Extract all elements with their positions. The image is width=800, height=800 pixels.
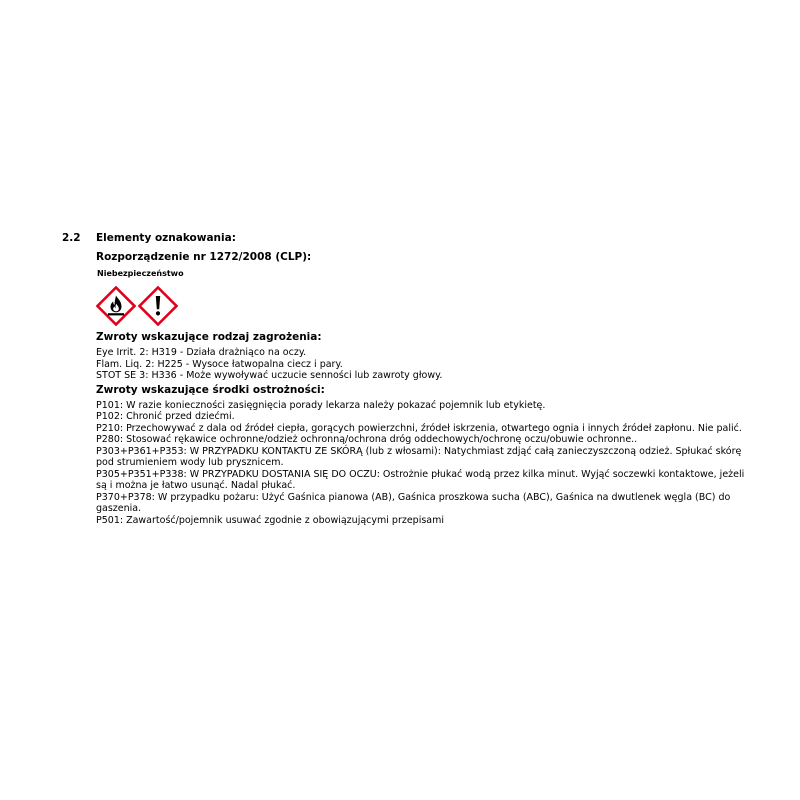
precautionary-statement: P370+P378: W przypadku pożaru: Użyć Gaśnica pianowa (AB), Gaśnica proszkowa sucha (ABC), Gaśnica na dwutlenek węgla (BC) do gaszenia. xyxy=(96,491,731,514)
section-number: 2.2 xyxy=(62,232,81,244)
flame-icon xyxy=(96,286,136,326)
precautionary-statement: P280: Stosować rękawice ochronne/odzież ochronną/ochrona dróg oddechowych/ochronę oczu/obuwie ochronne.. xyxy=(96,434,638,445)
hazard-statement: Flam. Liq. 2: H225 - Wysoce łatwopalna ciecz i pary. xyxy=(96,358,343,370)
precautionary-statements-list xyxy=(96,400,752,527)
section-body xyxy=(96,250,752,526)
section-heading xyxy=(62,230,752,246)
section-title: Elementy oznakowania: xyxy=(96,232,236,244)
precautionary-statement: P102: Chronić przed dziećmi. xyxy=(96,411,235,422)
precautionary-statement: P501: Zawartość/pojemnik usuwać zgodnie z obowiązującymi przepisami xyxy=(96,514,445,526)
hazard-statement: Eye Irrit. 2: H319 - Działa drażniąco na oczy. xyxy=(96,347,307,358)
precautionary-statement: P303+P361+P353: W PRZYPADKU KONTAKTU ZE SKÓRĄ (lub z włosami): Natychmiast zdjąć całą zanieczyszczoną odzież. Spłukać skórę pod strumieniem wody lub prysznicem. xyxy=(96,445,742,468)
precautionary-statement: P101: W razie konieczności zasięgnięcia porady lekarza należy pokazać pojemnik lub etykietę. xyxy=(96,399,546,411)
hazard-statement: STOT SE 3: H336 - Może wywoływać uczucie senności lub zawroty głowy. xyxy=(96,370,443,381)
labelling-elements-section xyxy=(62,230,752,526)
precautionary-statement: P305+P351+P338: W PRZYPADKU DOSTANIA SIĘ DO OCZU: Ostrożnie płukać wodą przez kilka minut. Wyjąć soczewki kontaktowe, jeżeli są i można je łatwo usunąć. Nadal płukać. xyxy=(96,468,745,491)
precautionary-statements-heading: Zwroty wskazujące środki ostrożności: xyxy=(96,383,325,396)
exclamation-icon xyxy=(138,286,178,326)
hazard-statements-heading: Zwroty wskazujące rodzaj zagrożenia: xyxy=(96,331,322,343)
signal-word: Niebezpieczeństwo xyxy=(97,269,184,278)
ghs-pictograms xyxy=(96,286,752,328)
regulation-title: Rozporządzenie nr 1272/2008 (CLP): xyxy=(96,251,312,263)
hazard-statements-list xyxy=(96,347,752,382)
precautionary-statement: P210: Przechowywać z dala od źródeł ciepła, gorących powierzchni, źródeł iskrzenia, otwartego ognia i innych źródeł zapłonu. Nie palić. xyxy=(96,422,742,434)
